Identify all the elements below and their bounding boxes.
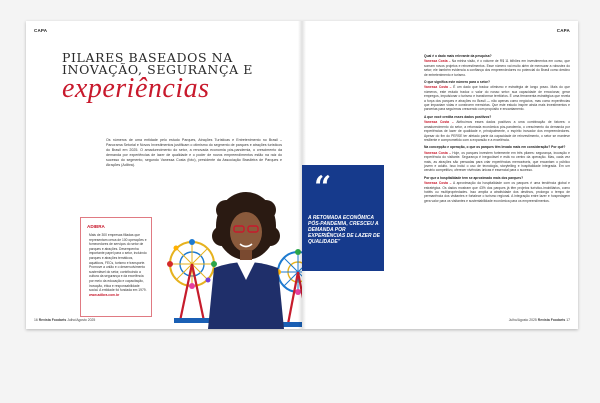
footer-right (509, 318, 570, 322)
magazine-spread (26, 21, 578, 329)
footer-left (34, 318, 95, 322)
sidebox-body (89, 233, 147, 297)
title-line-1: PILARES BASEADOS NA (62, 50, 233, 65)
adibra-sidebox (80, 217, 152, 317)
answer-speaker: Vanessa Costa – (424, 59, 451, 64)
quote-mark-icon: “ (314, 170, 332, 205)
interview-answer (424, 120, 570, 142)
section-tag-right: CAPA (556, 28, 570, 33)
page-number-left: 16 (34, 318, 38, 322)
interview-answer (424, 85, 570, 111)
sidebox-text: Mais de 300 empresas filiadas que representam cerca de 100 operações e fornecedores de serviços do setor de parques e atrações. Desempenha importante papel para o setor, incluindo parques e atrações temáticos, aquáticos, FECs, turismo e transporte. Promove a união e o desenvolvimento sustentável do setor, contribuindo a cultura da segurança e da excelência por meio da educação e capacitação, inovação, ética e responsabilidade social. A entidade foi fundada em 1979. (89, 233, 147, 293)
intro-paragraph: Os números de uma entidade pelo estudo Parques, Atrações Turísticas e Entretenimento no Brasil – Panorama Setorial e Novos Investimentos justificam o otimismo do segmento de parques e atrações turísticos do Brasil em 2025. O amadurecimento do setor, a renovada economia pós-pandemia, o crescimento da demanda por experiências de lazer de qualidade e o poder de novos empreendimentos estão na raiz do sucesso do segmento, segundo Vanessa Costa (foto), presidente da Associação Brasileira de Parques e Atrações (Adibra). (106, 138, 282, 167)
answer-text: Atribuímos esses dados positivos a uma combinação de fatores: o amadurecimento do setor, a retomada econômica pós-pandemia, o crescimento da demanda por experiências de lazer de qualidade e, principalmente, o espírito inovador dos empreendedores. Apesar do fim do PERSE ter afetado parte da capacidade de reinvestimento, o setor se manteve resiliente e comprometido com a expansão e a excelência. (424, 120, 570, 142)
sidebox-link[interactable]: www.adibra.com.br (89, 292, 120, 297)
interview-question: Na concepção e operação, o que os parques têm levado mais em consideração? Por quê? (424, 145, 566, 150)
answer-text: A aproximação da hospitalidade com os parques é uma tendência global e estratégica. Os dados mostram que 43% dos parques já têm projetos turístico-imobiliários, como hotéis ou multipropriedades. Isso amplia a atratividade dos destinos, prolonga o tempo de permanência dos visitantes e fortalece o turismo regional. A integração entre lazer e hospedagem gera valor para os visitantes e sustentabilidade econômica para os empreendimentos. (424, 181, 571, 203)
pull-quote-text: A RETOMADA ECONÔMICA PÓS-PANDEMIA, CRESCEU A DEMANDA POR EXPERIÊNCIAS DE LAZER DE QUALIDADE” (308, 215, 380, 245)
interview-question: O que significa este número para o setor? (424, 80, 490, 85)
title-line-2: INOVAÇÃO, SEGURANÇA E (62, 62, 254, 77)
answer-speaker: Vanessa Costa – (424, 120, 454, 125)
answer-text: Hoje, os parques investem fortemente em três pilares: segurança, inovação e experiência do visitante. Segurança é inegociável e está no centro da operação. Mas, cada vez mais, as atrações são pensadas para criar experiências memoráveis, que encantam o público jovem e adulto. Isso inclui o uso de tecnologia, storytelling e hospitalidade integrada. Em um cenário competitivo, oferecer vivências únicas é essencial para o sucesso. (424, 150, 570, 173)
article-title (62, 52, 282, 102)
portrait-photo (156, 156, 302, 329)
answer-text: Na minha visão, é o volume de R$ 11 bilhões em investimentos em curso, que somam novos projetos e reinvestimentos. Esse número vai muito além de mensurar a robustez do setor; ele também evidencia a confiança dos empreendedores no potencial do Brasil como destino de entretenimento e turismo. (424, 59, 570, 77)
answer-speaker: Vanessa Costa – (424, 85, 452, 90)
section-tag-left: CAPA (34, 28, 48, 33)
magazine-name-right: Revista Foodarts (537, 318, 566, 322)
page-number-right: 17 (566, 318, 570, 322)
interview-question: Qual é o dado mais relevante da pesquisa? (424, 54, 492, 58)
left-page (26, 21, 302, 329)
issue-date-left: Julho/Agosto 2025 (67, 318, 96, 322)
issue-date-right: Julho/Agosto 2025 (508, 318, 537, 322)
answer-speaker: Vanessa Costa – (424, 150, 451, 155)
interview-question: A que você credita esses dados positivos? (424, 114, 492, 119)
magazine-name-left: Revista Foodarts (38, 318, 67, 322)
right-page (302, 21, 578, 329)
interview-column (424, 51, 570, 203)
interview-answer (424, 59, 570, 77)
title-line-3: experiências (62, 73, 210, 104)
interview-answer (424, 181, 570, 203)
answer-speaker: Vanessa Costa – (424, 181, 452, 186)
person-figure (208, 192, 284, 329)
portrait-illustration (156, 156, 302, 329)
sidebox-title: ADIBRA (87, 224, 105, 229)
ferris-wheel-left-icon (167, 239, 217, 323)
pull-quote-box (302, 165, 384, 271)
interview-answer (424, 151, 570, 173)
interview-question: Por que a hospitalidade tem se aproximado mais dos parques? (424, 175, 524, 180)
answer-text: É um dado que traduz otimismo e estratégia de longo prazo. Mais do que números, este estudo traduz o valor do nosso setor: sua capacidade de emocionar, gerar empregos, impulsionar o turismo e transformar territórios. É uma ferramenta estratégica que revela a força dos parques e atrações no Brasil — não apenas como negócios, mas como experiências que impactam vidas e constroem memórias. Que este estudo inspire ainda mais investimentos e parcerias para seguirmos crescendo com propósito e encantamento. (424, 85, 570, 112)
